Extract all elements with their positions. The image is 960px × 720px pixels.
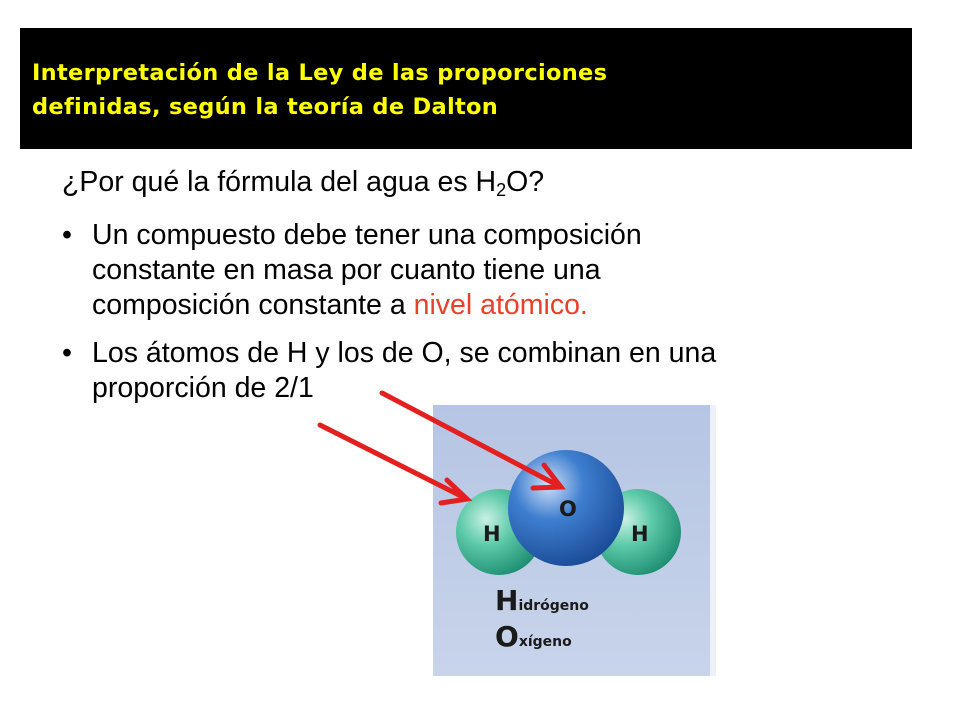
title-line-2: definidas, según la teoría de Dalton: [32, 94, 499, 120]
bullet-1-line-3-plain: composición constante a: [92, 289, 414, 321]
question-main: ¿Por qué la fórmula del agua es H: [62, 166, 497, 198]
question-subscript: 2: [496, 180, 507, 200]
legend-o-initial: O: [495, 620, 519, 653]
bullet-2-line-2: proporción de 2/1: [92, 372, 314, 404]
legend-h-initial: H: [495, 584, 519, 617]
legend-o-rest: xígeno: [518, 634, 572, 650]
bullet-dot: •: [62, 337, 72, 369]
legend-oxigeno: [495, 620, 572, 653]
oxygen-label: O: [559, 497, 577, 521]
legend-h-rest: idrógeno: [518, 598, 589, 614]
arrow-to-hydrogen: [320, 425, 465, 498]
bullet-2-line-1: Los átomos de H y los de O, se combinan en una: [92, 337, 717, 369]
question-end: O?: [506, 166, 545, 198]
hydrogen-left-label: H: [483, 522, 501, 546]
bullet-1-line-2: constante en masa por cuanto tiene una: [92, 254, 601, 286]
title-line-1: Interpretación de la Ley de las proporciones: [32, 60, 608, 86]
highlight-nivel-atomico: nivel atómico.: [413, 289, 588, 321]
bullet-1-line-1: Un compuesto debe tener una composición: [92, 219, 642, 251]
bullet-dot: •: [62, 219, 72, 251]
hydrogen-right-label: H: [631, 522, 649, 546]
legend-hidrogeno: [495, 584, 589, 617]
